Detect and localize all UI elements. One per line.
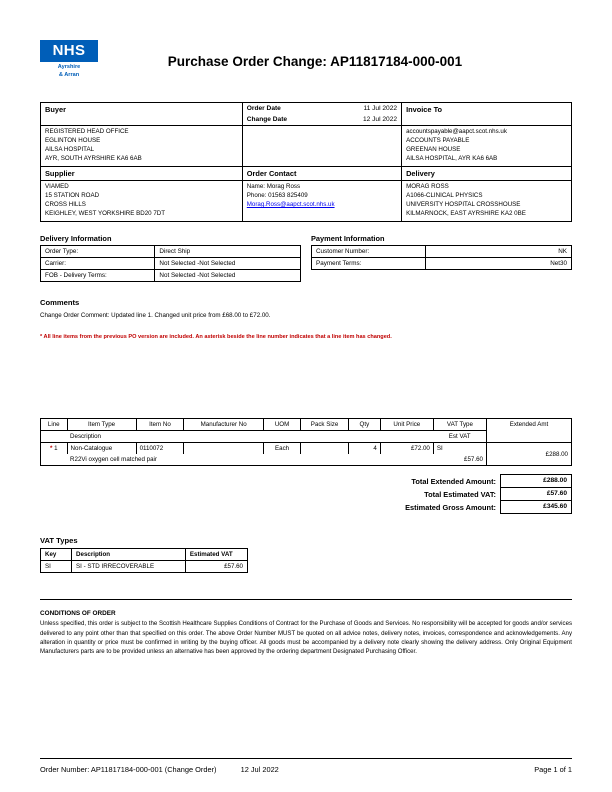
order-contact-heading: Order Contact: [242, 166, 401, 180]
col-vat-key: Key: [41, 549, 72, 561]
parties-table: [40, 102, 572, 222]
col-line: Line: [41, 419, 68, 431]
divider: [40, 599, 572, 600]
change-date-value: 12 Jul 2022: [362, 116, 398, 123]
comments-section: [40, 298, 572, 340]
cell-item-type: Non-Catalogue: [67, 443, 136, 455]
footer-date: 12 Jul 2022: [240, 765, 279, 774]
col-extended-amt: Extended Amt: [486, 419, 571, 443]
vat-types-section: [40, 536, 572, 573]
col-item-type: Item Type: [67, 419, 136, 431]
table-row: [41, 443, 572, 455]
order-date-value: 11 Jul 2022: [363, 105, 398, 112]
order-contact-name-label: Name:: [246, 182, 265, 190]
line-items-header-row-1: [41, 419, 572, 431]
vat-types-header-row: [41, 549, 248, 561]
cell-desc-spacer: [41, 454, 68, 466]
vat-types-table: [40, 548, 248, 573]
delivery-information-table: [40, 245, 301, 282]
table-row: [41, 245, 301, 257]
table-row: [41, 257, 301, 269]
col-item-no: Item No: [136, 419, 184, 431]
delivery-information-title: Delivery Information: [40, 233, 112, 243]
footer-page-number: Page 1 of 1: [534, 765, 572, 774]
delivery-address-line: UNIVERSITY HOSPITAL CROSSHOUSE: [406, 200, 521, 208]
line-number: 1: [54, 445, 58, 453]
footer-left: [40, 765, 301, 774]
order-contact-phone: [247, 192, 397, 201]
delivery-information-section: [40, 234, 301, 282]
col-est-vat: Est VAT: [433, 431, 486, 443]
order-contact-block: [242, 180, 401, 221]
invoice-to-line: AILSA HOSPITAL, AYR KA6 6AB: [406, 154, 498, 162]
footer-order-number: Order Number: AP11817184-000-001 (Change Order): [40, 765, 217, 774]
order-contact-name-value: Morag Ross: [266, 182, 301, 190]
changed-lines-footnote: * All line items from the previous PO version are included. An asterisk beside the line number indicates that a line item has changed.: [40, 334, 392, 341]
nhs-logo-text: NHS: [40, 40, 98, 62]
totals-table: [310, 474, 572, 514]
buyer-address-line: EGLINTON HOUSE: [45, 136, 101, 144]
invoice-to-block: [402, 126, 572, 167]
cell-manufacturer-no: [184, 443, 264, 455]
payment-information-table: [311, 245, 572, 270]
delivery-info-value: Not Selected -Not Selected: [155, 257, 301, 269]
buyer-heading: Buyer: [41, 103, 243, 126]
supplier-address-line: 15 STATION ROAD: [45, 191, 100, 199]
delivery-info-value: Not Selected -Not Selected: [155, 269, 301, 281]
comments-text: Change Order Comment: Updated line 1. Changed unit price from £68.00 to £72.00.: [40, 311, 271, 319]
order-contact-name: [247, 183, 397, 192]
cell-vat-type: SI: [433, 443, 486, 455]
delivery-info-label: Order Type:: [41, 245, 155, 257]
col-vat-type: VAT Type: [433, 419, 486, 431]
cell-est-vat: £57.60: [433, 454, 486, 466]
delivery-info-label: Carrier:: [41, 257, 155, 269]
table-row: [312, 257, 572, 269]
table-row: [310, 475, 572, 488]
gross-amount-value: £345.60: [501, 501, 572, 514]
cell-vat-estimated: £57.60: [185, 561, 247, 573]
invoice-to-line: ACCOUNTS PAYABLE: [406, 136, 470, 144]
supplier-address-line: KEIGHLEY, WEST YORKSHIRE BD20 7DT: [45, 209, 166, 217]
invoice-to-email: accountspayable@aapct.scot.nhs.uk: [406, 128, 507, 135]
total-vat-value: £57.60: [501, 488, 572, 501]
total-extended-label: Total Extended Amount:: [411, 476, 496, 486]
supplier-address-line: CROSS HILLS: [45, 200, 86, 208]
total-vat-label: Total Estimated VAT:: [424, 489, 496, 499]
dates-cell: [242, 103, 401, 126]
supplier-address: [41, 180, 243, 221]
col-vat-description: Description: [72, 549, 186, 561]
invoice-to-heading: Invoice To: [402, 103, 572, 126]
cell-unit-price: £72.00: [380, 443, 433, 455]
order-contact-email-wrap: [247, 201, 397, 210]
payment-information-title: Payment Information: [311, 233, 385, 243]
delivery-address-line: MORAG ROSS: [406, 182, 449, 190]
col-description-spacer: [41, 431, 68, 443]
cell-description: R22Vi oxygen cell matched pair: [67, 454, 433, 466]
document-header: [40, 40, 572, 92]
cell-qty: 4: [348, 443, 380, 455]
col-qty: Qty: [348, 419, 380, 431]
line-number-cell: [41, 443, 68, 455]
change-date-label: Change Date: [246, 116, 288, 123]
line-items-table: [40, 418, 572, 466]
col-manufacturer-no: Manufacturer No: [184, 419, 264, 431]
supplier-heading: Supplier: [41, 166, 243, 180]
nhs-logo-subtitle: [40, 64, 98, 79]
vat-types-title: VAT Types: [40, 536, 78, 546]
page-title: Purchase Order Change: AP11817184-000-001: [167, 54, 463, 69]
delivery-address-line: KILMARNOCK, EAST AYRSHIRE KA2 0BE: [406, 209, 526, 217]
conditions-section: [40, 610, 572, 657]
payment-information-section: [311, 234, 572, 282]
table-row: [41, 561, 248, 573]
payment-info-label: Payment Terms:: [312, 257, 426, 269]
cell-extended-amt: £288.00: [486, 443, 571, 466]
total-extended-value: £288.00: [501, 475, 572, 488]
payment-info-label: Customer Number:: [312, 245, 426, 257]
delivery-address-line: A1066-CLINICAL PHYSICS: [406, 191, 483, 199]
col-uom: UOM: [263, 419, 300, 431]
col-vat-estimated: Estimated VAT: [185, 549, 247, 561]
buyer-address-line: AYR, SOUTH AYRSHIRE KA6 6AB: [45, 154, 142, 162]
cell-vat-key: SI: [41, 561, 72, 573]
buyer-address-line: AILSA HOSPITAL: [45, 145, 95, 153]
information-sections: [40, 234, 572, 282]
conditions-title: CONDITIONS OF ORDER: [40, 610, 116, 618]
buyer-address-line: REGISTERED HEAD OFFICE: [45, 128, 129, 135]
nhs-logo-subtitle-line1: Ayrshire: [57, 64, 81, 70]
dates-spacer: [242, 126, 401, 167]
order-contact-email-link[interactable]: Morag.Ross@aapct.scot.nhs.uk: [246, 200, 335, 208]
supplier-address-line: VIAMED: [45, 182, 69, 190]
table-row: [41, 269, 301, 281]
comments-title: Comments: [40, 297, 80, 307]
col-unit-price: Unit Price: [380, 419, 433, 431]
gross-amount-label: Estimated Gross Amount:: [405, 502, 496, 512]
delivery-heading: Delivery: [402, 166, 572, 180]
nhs-logo-subtitle-line2: & Arran: [58, 71, 80, 78]
invoice-to-line: GREENAN HOUSE: [406, 145, 461, 153]
payment-info-value: NK: [426, 245, 572, 257]
line-changed-asterisk: *: [49, 445, 53, 453]
table-row: [310, 488, 572, 501]
table-row: [310, 501, 572, 514]
col-description: Description: [67, 431, 433, 443]
buyer-address: [41, 126, 243, 167]
cell-item-no: 0110072: [136, 443, 184, 455]
nhs-logo: [40, 40, 98, 79]
conditions-text: Unless specified, this order is subject to the Scottish Healthcare Supplies Conditions of Contract for the Purchase of Goods and Services. No responsibility will be accepted for goods and/or services delivered to any point other than that specified on this order. The above Order Number MUST be quoted on all advice notes, delivery notes, invoices, correspondence and acknowledgements. Any alteration in quantity or price must be confirmed in writing by the buying officer. All goods must be accompanied by a delivery note clearly showing the delivery address. Only Original Equipment Manufacturers parts are to be provided unless an alternative has been approved by the ordering department Designated Purchasing Officer.: [40, 620, 572, 656]
order-contact-phone-value: 01563 825409: [268, 191, 308, 199]
page-footer: [40, 758, 572, 774]
table-row: [312, 245, 572, 257]
cell-uom: Each: [263, 443, 300, 455]
delivery-info-value: Direct Ship: [155, 245, 301, 257]
cell-pack-size: [301, 443, 349, 455]
order-date-label: Order Date: [246, 105, 281, 112]
col-pack-size: Pack Size: [301, 419, 349, 431]
order-contact-phone-label: Phone:: [246, 191, 267, 199]
cell-vat-description: SI - STD IRRECOVERABLE: [72, 561, 186, 573]
delivery-address: [402, 180, 572, 221]
payment-info-value: Net30: [426, 257, 572, 269]
delivery-info-label: FOB - Delivery Terms:: [41, 269, 155, 281]
